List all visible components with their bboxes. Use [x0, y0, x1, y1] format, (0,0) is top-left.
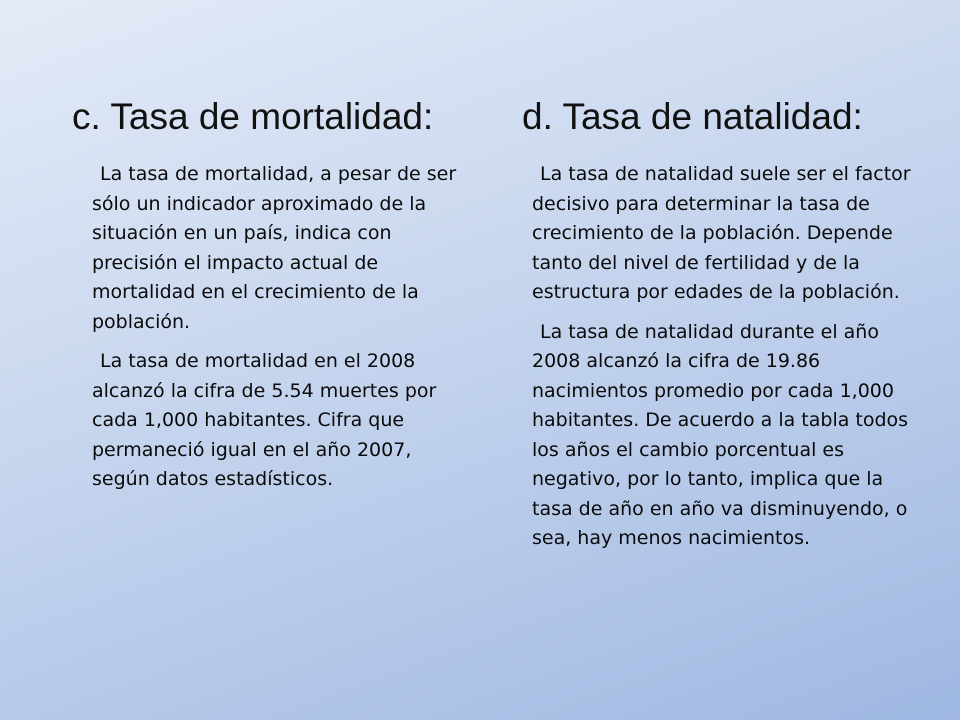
birth-rate-statistics-paragraph: La tasa de natalidad durante el año 2008 alcanzó la cifra de 19.86 nacimientos promedio por cada 1,000 habitantes. De acuerdo a la tabla todos los años el cambio porcentual es negativo, por lo tanto, implica que la tasa de año en año va disminuyendo, o sea, hay menos nacimientos.: [532, 320, 909, 549]
birth-rate-column: [532, 160, 912, 564]
mortality-rate-title: c. Tasa de mortalidad:: [72, 96, 434, 137]
birth-rate-definition-paragraph: La tasa de natalidad suele ser el factor decisivo para determinar la tasa de crecimiento de la población. Depende tanto del nivel de fertilidad y de la estructura por edades de la población.: [532, 163, 911, 303]
mortality-rate-column: [92, 160, 464, 505]
birth-rate-title: d. Tasa de natalidad:: [522, 96, 863, 137]
mortality-rate-definition-paragraph: La tasa de mortalidad, a pesar de ser sólo un indicador aproximado de la situación en un país, indica con precisión el impacto actual de mortalidad en el crecimiento de la población.: [92, 163, 457, 333]
mortality-rate-statistics-paragraph: La tasa de mortalidad en el 2008 alcanzó la cifra de 5.54 muertes por cada 1,000 habitantes. Cifra que permaneció igual en el año 2007, según datos estadísticos.: [92, 350, 437, 490]
